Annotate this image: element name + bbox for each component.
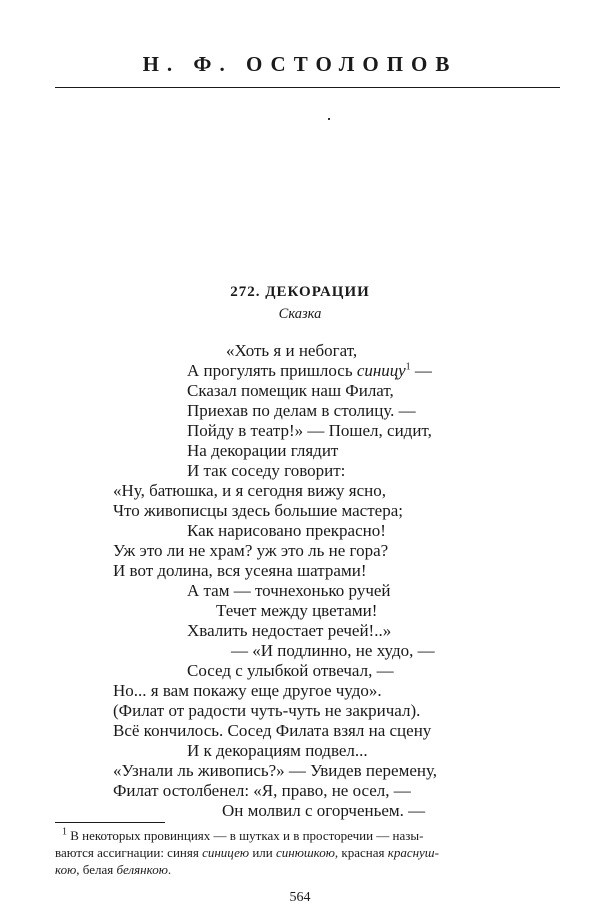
footnote-italic-sinitseyu: синицею [202,845,250,860]
poem-line-21: И к декорациям подвел... [187,741,368,760]
header-rule [55,87,560,88]
page-number: 564 [289,890,311,905]
poem-subtitle: Сказка [278,306,322,322]
poem-line-23: Филат остолбенел: «Я, право, не осел, — [113,781,411,800]
footnote-line-3 [55,863,171,876]
footnote-text-2a: ваются ассигнации: синяя [55,845,203,860]
footnote-line-1 [62,826,424,843]
poem-line-13: А там — точнехонько ручей [187,581,391,600]
footnote-italic-koyu: кою [55,862,77,877]
poem-line-15: Хвалить недостает речей!..» [187,621,392,640]
poem-title: 272. ДЕКОРАЦИИ [230,284,370,300]
running-head-author: Н. Ф. ОСТОЛОПОВ [142,52,458,76]
footnote-text-3d: . [167,862,172,877]
poem-line-18: Но... я вам покажу еще другое чудо». [113,681,382,700]
poem-line-2-italic: синицу [356,361,406,380]
footnote-text-2e: , красная [334,845,388,860]
poem-line-22: «Узнали ль живопись?» — Увидев перемену, [113,761,438,780]
poem-line-6: На декорации глядит [187,441,339,460]
poem-line-19: (Филат от радости чуть-чуть не закричал). [113,701,421,720]
footnote-italic-sinyushkoyu: синюшкою [275,845,335,860]
poem-line-4: Приехав по делам в столицу. — [187,401,416,420]
poem-line-11: Уж это ли не храм? уж это ль не гора? [113,541,389,560]
footnote-italic-krasnush: краснуш- [387,845,439,860]
footnote-reference: 1 [405,361,411,373]
footnote-text-3b: , белая [76,862,117,877]
poem-line-5: Пойду в театр!» — Пошел, сидит, [187,421,432,440]
poem-line-8: «Ну, батюшка, и я сегодня вижу ясно, [113,481,387,500]
poem-line-2 [187,362,432,379]
poem-line-10: Как нарисовано прекрасно! [187,521,386,540]
poem-line-3: Сказал помещик наш Филат, [187,381,394,400]
poem-line-2-tail: — [410,361,432,380]
poem-line-9: Что живописцы здесь большие мастера; [113,501,403,520]
footnote-rule [55,822,165,823]
footnote-italic-belyankoyu: белянкою [116,862,168,877]
footnote-text-2c: или [249,845,276,860]
footnote-line-2 [55,846,439,859]
poem-line-20: Всё кончилось. Сосед Филата взял на сцену [113,721,432,740]
ink-speck [328,118,330,120]
poem-line-7: И так соседу говорит: [187,461,346,480]
footnote-text-1: В некоторых провинциях — в шутках и в просторечии — назы- [67,828,424,843]
poem-line-24: Он молвил с огорченьем. — [222,801,426,820]
poem-line-12: И вот долина, вся усеяна шатрами! [113,561,367,580]
poem-line-1: «Хоть я и небогат, [226,341,358,360]
poem-line-14: Течет между цветами! [216,601,378,620]
poem-line-16: — «И подлинно, не худо, — [231,641,435,660]
poem-line-17: Сосед с улыбкой отвечал, — [187,661,394,680]
poem-line-2-text: А прогулять пришлось [187,361,357,380]
footnote-marker: 1 [62,826,67,838]
